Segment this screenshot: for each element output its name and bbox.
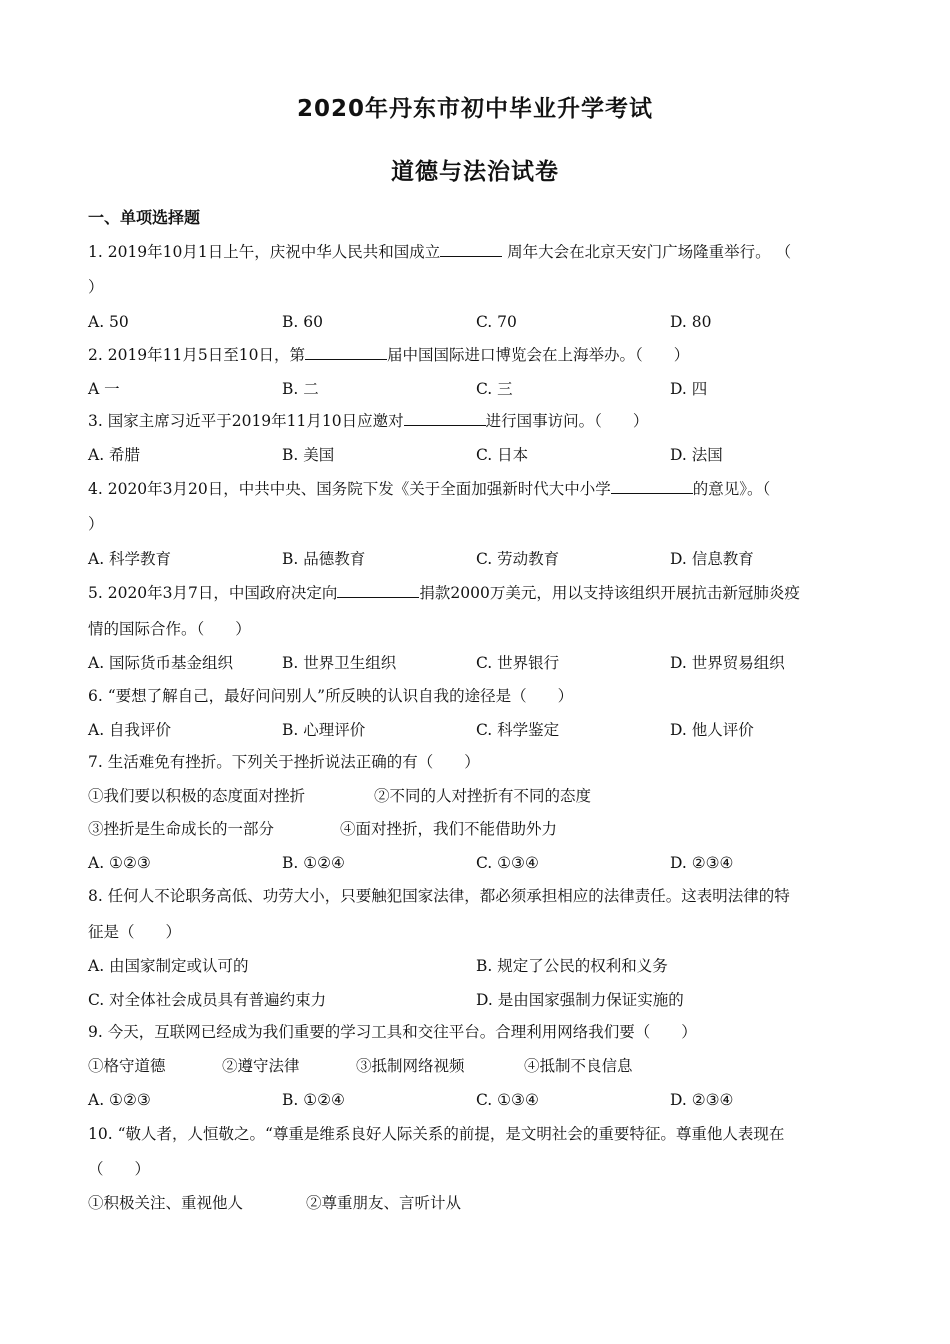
question-2-text-pre: 2. 2019年11月5日至10日，第: [88, 346, 305, 364]
question-4: [88, 479, 770, 499]
answer-blank: [404, 411, 486, 426]
q3-option-b: B. 美国: [282, 446, 335, 464]
q7-option-b: B. ①②④: [282, 854, 345, 872]
q2-option-c: C. 三: [476, 380, 513, 398]
q9-statement-3: ③抵制网络视频: [356, 1057, 465, 1075]
question-8: 8. 任何人不论职务高低、功劳大小，只要触犯国家法律，都必须承担相应的法律责任。这表明法律的特: [88, 887, 790, 905]
question-4-text-post: 的意见》。（: [692, 480, 771, 498]
exam-subtitle: 道德与法治试卷: [391, 159, 559, 185]
q1-option-a: A. 50: [88, 313, 129, 331]
q3-option-c: C. 日本: [476, 446, 529, 464]
q7-statement-2: ②不同的人对挫折有不同的态度: [374, 787, 592, 805]
question-2: [88, 345, 689, 365]
question-5-text-pre: 5. 2020年3月7日，中国政府决定向: [88, 584, 338, 602]
q7-statement-3: ③挫折是生命成长的一部分: [88, 820, 275, 838]
section-heading: 一、单项选择题: [88, 208, 201, 227]
q4-option-b: B. 品德教育: [282, 550, 366, 568]
q4-option-c: C. 劳动教育: [476, 550, 560, 568]
q1-option-d: D. 80: [670, 313, 712, 331]
question-1-text-pre: 1. 2019年10月1日上午，庆祝中华人民共和国成立: [88, 243, 441, 261]
question-5-continuation: 情的国际合作。（ ）: [88, 620, 251, 638]
q2-option-b: B. 二: [282, 380, 319, 398]
q6-option-c: C. 科学鉴定: [476, 721, 560, 739]
q9-statement-2: ②遵守法律: [222, 1057, 300, 1075]
q7-option-c: C. ①③④: [476, 854, 539, 872]
question-10: 10. “敬人者，人恒敬之。“尊重是维系良好人际关系的前提，是文明社会的重要特征。尊重他人表现在: [88, 1125, 785, 1143]
q8-option-a: A. 由国家制定或认可的: [88, 957, 249, 975]
q10-statement-2: ②尊重朋友、言听计从: [306, 1194, 462, 1212]
q9-option-c: C. ①③④: [476, 1091, 539, 1109]
q3-option-d: D. 法国: [670, 446, 723, 464]
q5-option-d: D. 世界贸易组织: [670, 654, 785, 672]
question-1: [88, 242, 791, 262]
question-4-continuation: ）: [88, 515, 104, 533]
q9-option-d: D. ②③④: [670, 1091, 734, 1109]
question-4-text-pre: 4. 2020年3月20日，中共中央、国务院下发《关于全面加强新时代大中小学: [88, 480, 611, 498]
q2-option-a: A 一: [88, 380, 120, 398]
question-2-text-post: 届中国国际进口博览会在上海举办。（ ）: [386, 346, 690, 364]
question-1-continuation: ）: [88, 278, 104, 296]
q8-option-b: B. 规定了公民的权利和义务: [476, 957, 668, 975]
q5-option-b: B. 世界卫生组织: [282, 654, 397, 672]
q6-option-b: B. 心理评价: [282, 721, 366, 739]
q2-option-d: D. 四: [670, 380, 708, 398]
answer-blank: [440, 242, 502, 257]
q9-statement-1: ①格守道德: [88, 1057, 166, 1075]
q9-statement-4: ④抵制不良信息: [524, 1057, 633, 1075]
question-10-continuation: （ ）: [88, 1160, 151, 1178]
q10-statement-1: ①积极关注、重视他人: [88, 1194, 244, 1212]
q7-option-d: D. ②③④: [670, 854, 734, 872]
q9-option-a: A. ①②③: [88, 1091, 151, 1109]
q4-option-d: D. 信息教育: [670, 550, 754, 568]
question-6: 6. “要想了解自己，最好问问别人”所反映的认识自我的途径是（ ）: [88, 687, 574, 705]
exam-title: 2020年丹东市初中毕业升学考试: [296, 96, 653, 122]
q7-statement-1: ①我们要以积极的态度面对挫折: [88, 787, 306, 805]
q9-option-b: B. ①②④: [282, 1091, 345, 1109]
answer-blank: [337, 583, 419, 598]
q5-option-c: C. 世界银行: [476, 654, 560, 672]
question-3: [88, 411, 648, 431]
question-5: [88, 583, 800, 603]
question-5-text-post: 捐款2000万美元，用以支持该组织开展抗击新冠肺炎疫: [419, 584, 800, 602]
question-1-text-post: 周年大会在北京天安门广场隆重举行。 （: [502, 243, 792, 261]
question-9: 9. 今天，互联网已经成为我们重要的学习工具和交往平台。合理利用网络我们要（ ）: [88, 1023, 697, 1041]
answer-blank: [305, 345, 387, 360]
q4-option-a: A. 科学教育: [88, 550, 172, 568]
q7-option-a: A. ①②③: [88, 854, 151, 872]
q6-option-a: A. 自我评价: [88, 721, 172, 739]
q3-option-a: A. 希腊: [88, 446, 141, 464]
question-3-text-post: 进行国事访问。（ ）: [485, 412, 649, 430]
q5-option-a: A. 国际货币基金组织: [88, 654, 234, 672]
q1-option-b: B. 60: [282, 313, 323, 331]
q6-option-d: D. 他人评价: [670, 721, 754, 739]
q7-statement-4: ④面对挫折，我们不能借助外力: [340, 820, 558, 838]
question-3-text-pre: 3. 国家主席习近平于2019年11月10日应邀对: [88, 412, 404, 430]
answer-blank: [611, 479, 693, 494]
q8-option-d: D. 是由国家强制力保证实施的: [476, 991, 684, 1009]
q8-option-c: C. 对全体社会成员具有普遍约束力: [88, 991, 327, 1009]
q1-option-c: C. 70: [476, 313, 517, 331]
question-7: 7. 生活难免有挫折。下列关于挫折说法正确的有（ ）: [88, 753, 480, 771]
question-8-continuation: 征是（ ）: [88, 923, 182, 941]
